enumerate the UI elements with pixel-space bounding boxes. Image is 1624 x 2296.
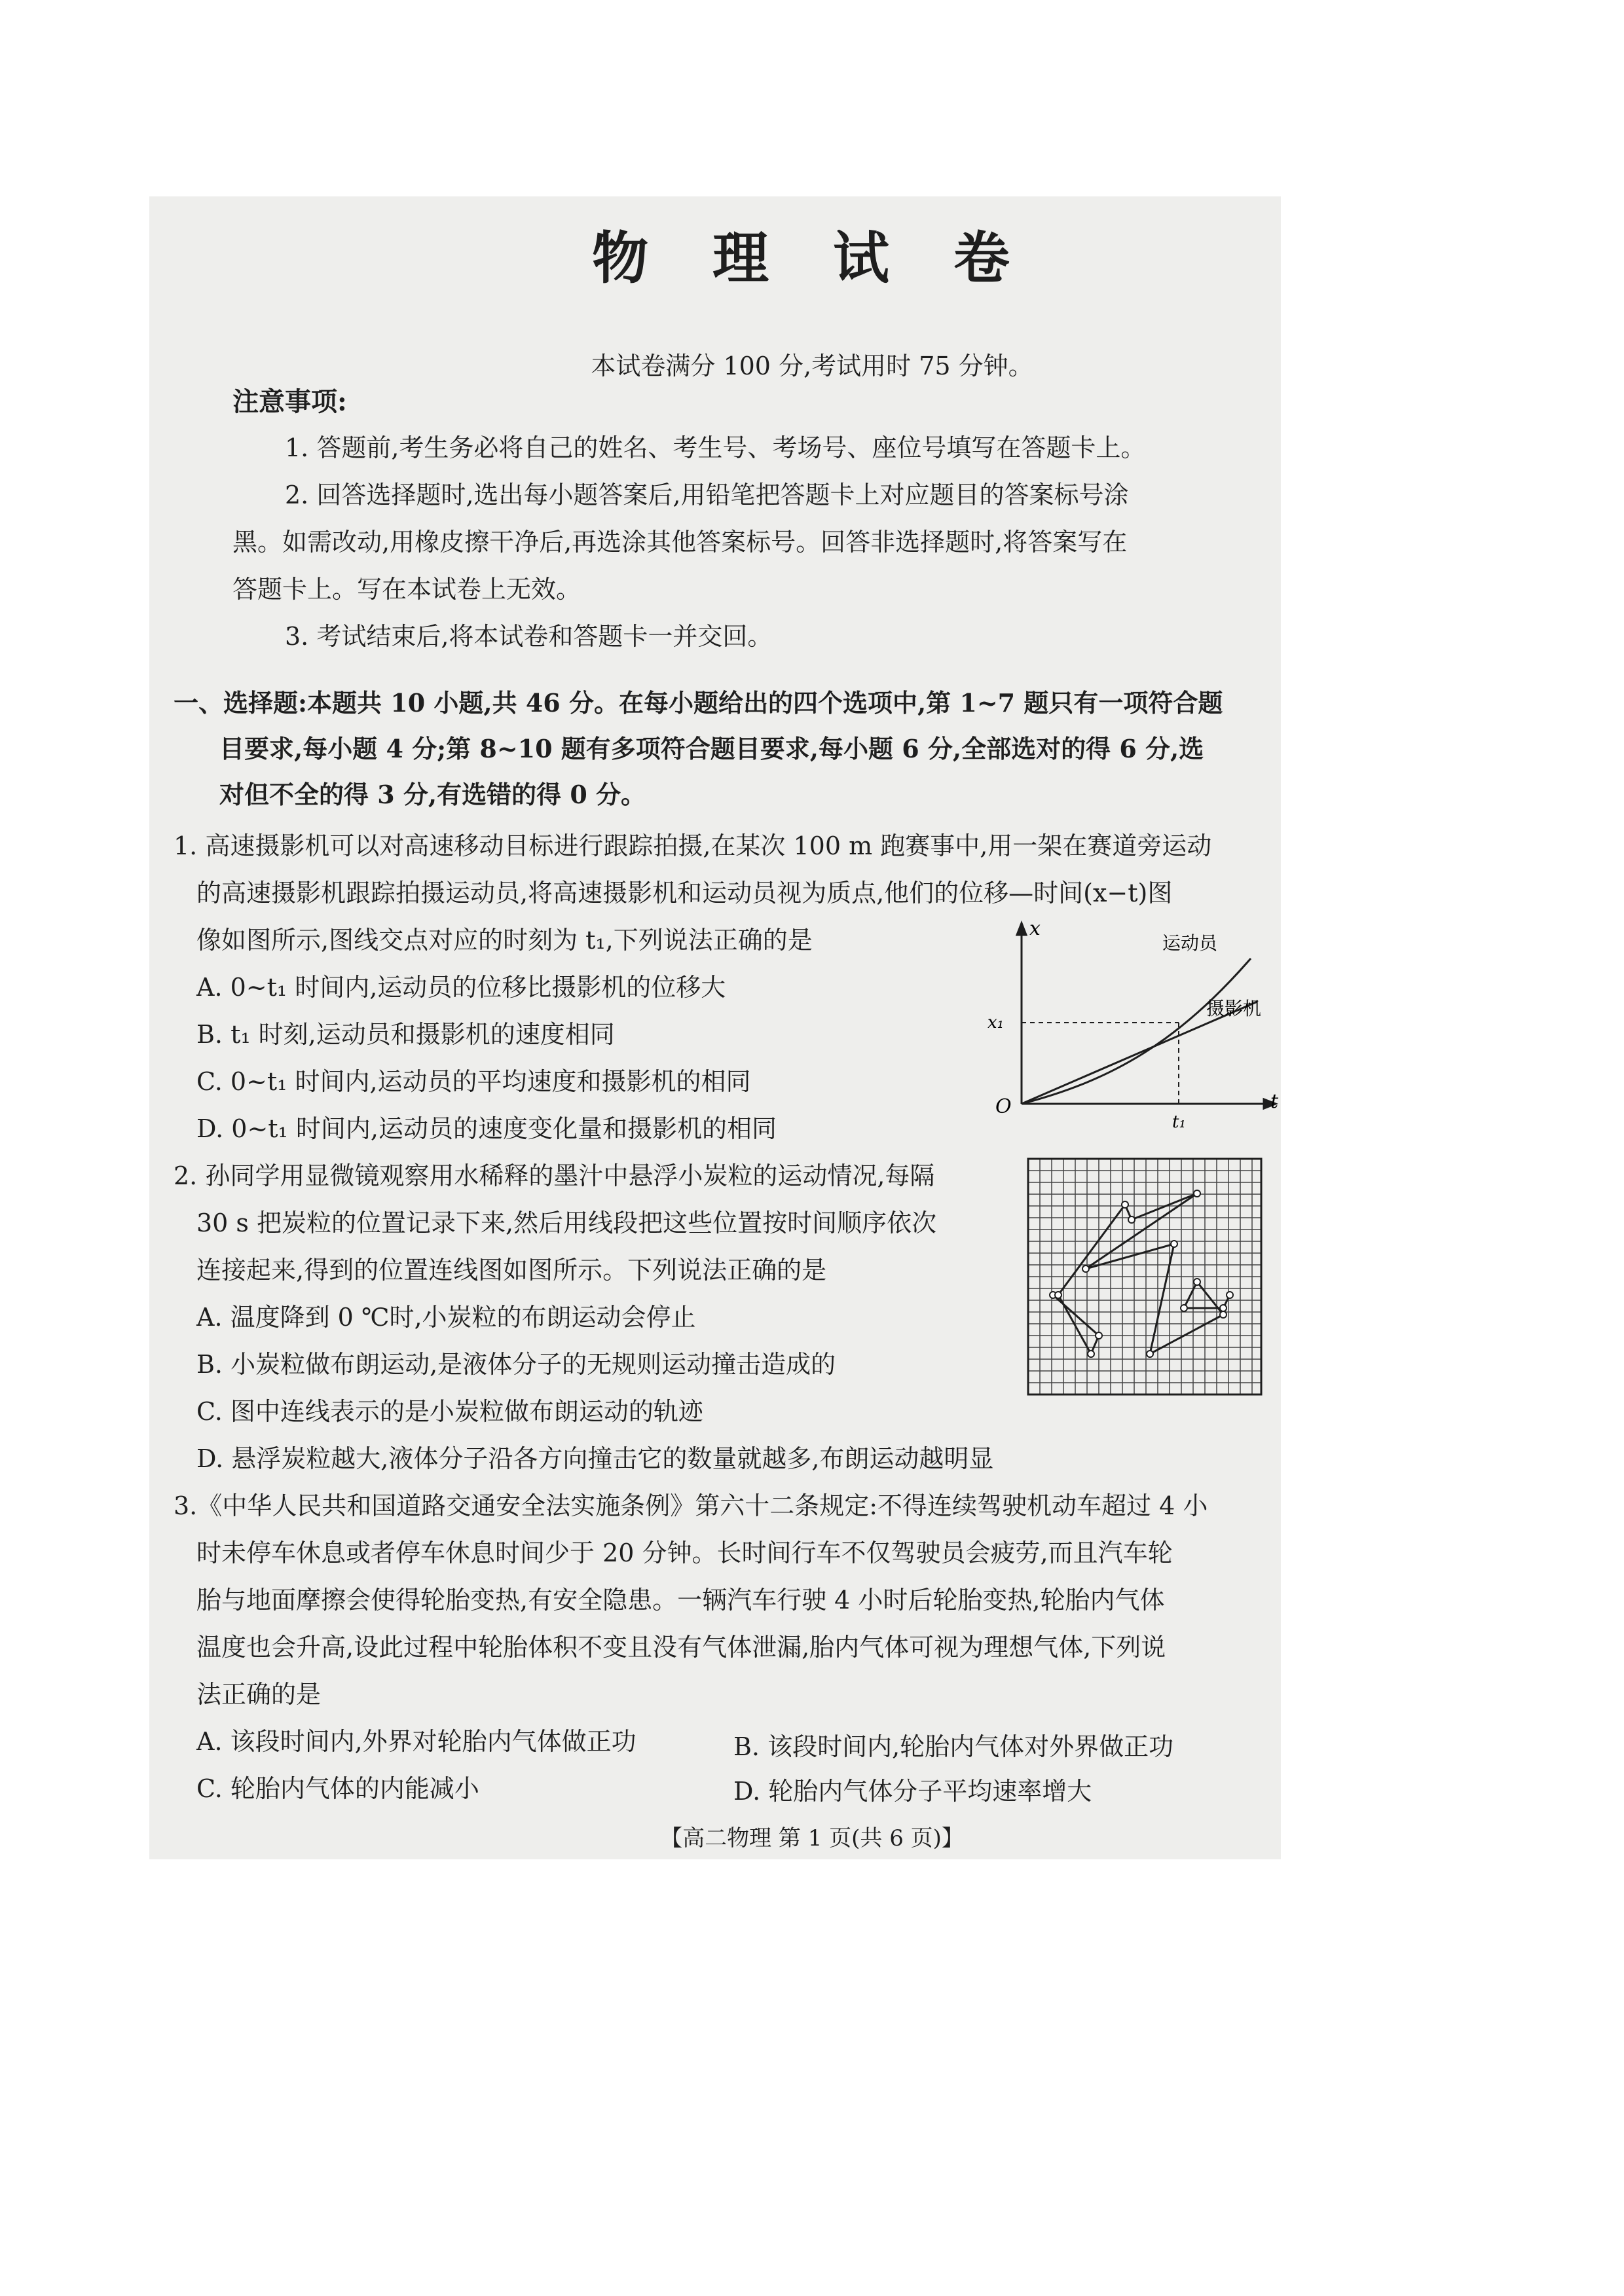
particle-position-dot [1147,1351,1153,1357]
page-subtitle: 本试卷满分 100 分,考试用时 75 分钟。 [591,352,1033,380]
athlete-label: 运动员 [1162,932,1218,954]
q1-option-a: A. 0~t₁ 时间内,运动员的位移比摄影机的位移大 [196,973,726,1002]
x1-label: x₁ [987,1013,1005,1032]
q1-option-c: C. 0~t₁ 时间内,运动员的平均速度和摄影机的相同 [196,1067,751,1096]
particle-position-dot [1096,1332,1102,1339]
notice-item: 2. 回答选择题时,选出每小题答案后,用铅笔把答题卡上对应题目的答案标号涂 [285,481,1129,509]
q3-option-d: D. 轮胎内气体分子平均速率增大 [733,1777,1092,1806]
q1-option-d: D. 0~t₁ 时间内,运动员的速度变化量和摄影机的相同 [196,1114,777,1143]
q2-option-c: C. 图中连线表示的是小炭粒做布朗运动的轨迹 [196,1397,703,1426]
q2-stem: 2. 孙同学用显微镜观察用水稀释的墨汁中悬浮小炭粒的运动情况,每隔 [174,1161,935,1190]
notice-item: 黑。如需改动,用橡皮擦干净后,再选涂其他答案标号。回答非选择题时,将答案写在 [232,528,1128,556]
particle-position-dot [1220,1305,1227,1311]
q3-stem: 胎与地面摩擦会使得轮胎变热,有安全隐患。一辆汽车行驶 4 小时后轮胎变热,轮胎内气体 [196,1586,1165,1614]
particle-position-dot [1128,1216,1135,1223]
q1-xt-graph [982,917,1290,1133]
athlete-curve [1022,958,1251,1104]
particle-position-dot [1227,1292,1233,1298]
q2-brownian-grid [1027,1157,1263,1396]
grid-lines [1028,1159,1261,1394]
q3-stem: 3.《中华人民共和国道路交通安全法实施条例》第六十二条规定:不得连续驾驶机动车超过 4 小 [174,1491,1208,1520]
q2-option-b: B. 小炭粒做布朗运动,是液体分子的无规则运动撞击造成的 [196,1350,836,1379]
q1-stem: 的高速摄影机跟踪拍摄运动员,将高速摄影机和运动员视为质点,他们的位移—时间(x−t)图 [196,879,1173,907]
q3-option-a: A. 该段时间内,外界对轮胎内气体做正功 [196,1727,637,1756]
particle-position-dot [1181,1305,1187,1311]
q2-stem: 30 s 把炭粒的位置记录下来,然后用线段把这些位置按时间顺序依次 [196,1209,937,1237]
notice-item: 1. 答题前,考生务必将自己的姓名、考生号、考场号、座位号填写在答题卡上。 [285,433,1146,462]
q3-stem: 温度也会升高,设此过程中轮胎体积不变且没有气体泄漏,胎内气体可视为理想气体,下列说 [196,1633,1166,1662]
particle-position-dot [1082,1266,1089,1272]
camera-label: 摄影机 [1206,998,1262,1019]
q2-option-d: D. 悬浮炭粒越大,液体分子沿各方向撞击它的数量就越多,布朗运动越明显 [196,1444,994,1473]
notice-item: 答题卡上。写在本试卷上无效。 [232,575,581,604]
q3-stem: 法正确的是 [196,1680,322,1709]
particle-position-dot [1194,1279,1200,1285]
particle-position-dot [1122,1201,1128,1208]
page-title: 物 理 试 卷 [592,225,1032,291]
q3-option-b: B. 该段时间内,轮胎内气体对外界做正功 [733,1732,1174,1761]
q2-option-a: A. 温度降到 0 ℃时,小炭粒的布朗运动会停止 [196,1303,696,1332]
section-heading: 对但不全的得 3 分,有选错的得 0 分。 [219,780,646,809]
particle-position-dot [1055,1292,1061,1298]
x-axis-arrow-icon [1017,923,1026,935]
section-heading: 目要求,每小题 4 分;第 8~10 题有多项符合题目要求,每小题 6 分,全部选对的得 6 分,选 [219,734,1204,763]
particle-position-dot [1171,1241,1177,1247]
notice-heading: 注意事项: [232,386,347,417]
x-axis-label: x [1029,917,1041,940]
section-heading: 一、选择题:本题共 10 小题,共 46 分。在每小题给出的四个选项中,第 1~7 题只有一项符合题 [174,688,1223,718]
q2-stem: 连接起来,得到的位置连线图如图所示。下列说法正确的是 [196,1256,827,1285]
q3-stem: 时未停车休息或者停车休息时间少于 20 分钟。长时间行车不仅驾驶员会疲劳,而且汽车轮 [196,1539,1173,1567]
origin-label: O [995,1095,1012,1118]
t1-label: t₁ [1172,1112,1186,1132]
particle-position-dot [1220,1311,1227,1318]
q1-option-b: B. t₁ 时刻,运动员和摄影机的速度相同 [196,1020,615,1049]
q1-stem: 1. 高速摄影机可以对高速移动目标进行跟踪拍摄,在某次 100 m 跑赛事中,用一架在赛道旁运动 [174,831,1212,860]
q1-stem: 像如图所示,图线交点对应的时刻为 t₁,下列说法正确的是 [196,926,813,955]
particle-position-dot [1194,1190,1200,1197]
t-axis-label: t [1270,1090,1279,1113]
notice-item: 3. 考试结束后,将本试卷和答题卡一并交回。 [285,622,773,651]
q3-option-c: C. 轮胎内气体的内能减小 [196,1774,479,1803]
page-footer: 【高二物理 第 1 页(共 6 页)】 [660,1825,964,1851]
particle-position-dot [1088,1351,1094,1357]
